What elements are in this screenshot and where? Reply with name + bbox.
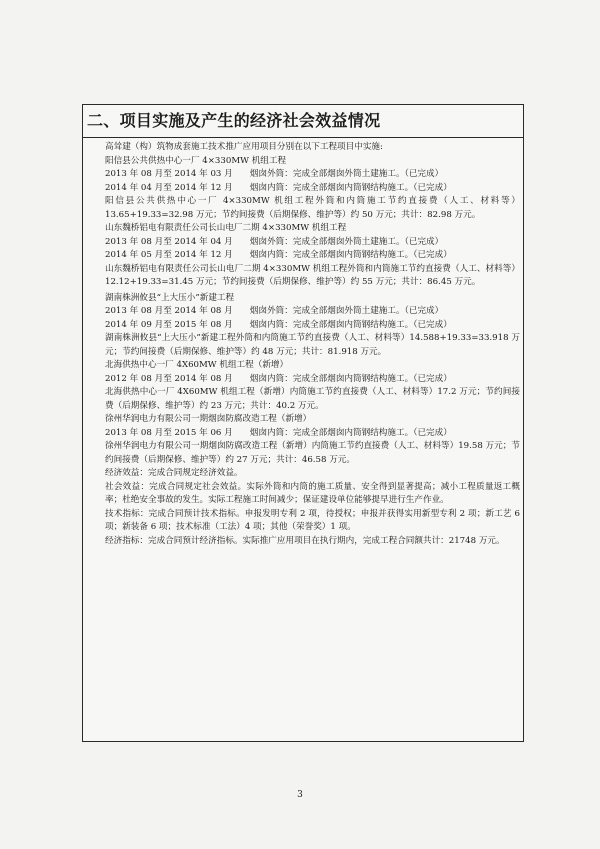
economic-indicators: 经济指标：完成合同预计经济指标。实际推广应用项目在执行期内，完成工程合同额共计：21748 万元。: [105, 535, 505, 546]
savings-paragraph: 北海供热中心一厂 4X60MW 机组工程（新增）内筒施工节约直接费（人工、材料等）17.2 万元；节约间接费（后期保修、维护等）约 23 万元；共计：40.2 万元。: [105, 387, 520, 411]
savings-paragraph: 徐州华润电力有限公司一期烟囱防腐改造工程（新增）内筒施工节约直接费（人工、材料等）19.58 万元；节约间接费（后期保修、维护等）约 27 万元；共计：46.58 万元。: [105, 441, 520, 465]
savings-paragraph: 湖南株洲攸县“上大压小”新建工程外筒和内筒施工节约直接费（人工、材料等）14.588+19.33=33.918 万元；节约间接费（后期保修、维护等）约 48 万元；共计：81.918 万元。: [105, 333, 520, 357]
savings-paragraph: 山东魏桥铝电有限责任公司长山电厂二期 4×330MW 机组工程外筒和内筒施工节约直接费（人工、材料等）12.12+19.33=31.45 万元；节约间接费（后期保修、维护等）约 55 万元；共计：86.45 万元。: [105, 263, 520, 287]
schedule-line: 2012 年 08 月至 2014 年 08 月 烟囱内筒：完成全部烟囱内筒钢结构施工。（已完成）: [105, 373, 452, 384]
economic-benefit: 经济效益：完成合同规定经济效益。: [105, 468, 243, 478]
schedule-line: 2013 年 08 月至 2014 年 03 月 烟囱外筒：完成全部烟囱外筒土建施工。（已完成）: [105, 169, 444, 179]
intro-line: 高耸建（构）筑物成套施工技术推广应用项目分别在以下工程项目中实施:: [105, 142, 383, 152]
schedule-line: 2014 年 05 月至 2014 年 12 月 烟囱内筒：完成全部烟囱内筒钢结构施工。（已完成）: [105, 250, 452, 260]
project-title: 山东魏桥铝电有限责任公司长山电厂二期 4×330MW 机组工程: [105, 223, 347, 233]
project-title: 徐州华润电力有限公司一期烟囱防腐改造工程（新增）: [105, 414, 312, 424]
page-number: 3: [297, 790, 303, 800]
technical-indicators: 技术指标：完成合同预计技术指标。申报发明专利 2 项，待授权；申报并获得实用新型专利 2 项；新工艺 6 项；新装备 6 项；技术标准（工法）4 项；其他（荣誉奖）1 项。: [105, 508, 520, 532]
project-title: 阳信县公共供热中心一厂 4×330MW 机组工程: [105, 155, 287, 166]
schedule-line: 2014 年 04 月至 2014 年 12 月 烟囱内筒：完成全部烟囱内筒钢结构施工。（已完成）: [105, 182, 452, 193]
section-content: [83, 138, 523, 548]
savings-paragraph: 阳信县公共供热中心一厂 4×330MW 机组工程外筒和内筒施工节约直接费（人工、材料等）13.65+19.33=32.98 万元；节约间接费（后期保修、维护等）约 50 万元；共计：82.98 万元。: [105, 196, 520, 220]
project-title: 北海供热中心一厂 4X60MW 机组工程（新增）: [105, 360, 289, 370]
project-title: 湖南株洲攸县“上大压小”新建工程: [105, 292, 235, 303]
social-benefit: 社会效益：完成合同规定社会效益。实际外筒和内筒的施工质量、安全得到显著提高；减小工程质量返工概率；杜绝安全事故的发生。实际工程施工时间减少；保证建设单位能够提早进行生产作业。: [105, 481, 520, 505]
report-frame: [82, 104, 524, 742]
schedule-line: 2014 年 09 月至 2015 年 08 月 烟囱内筒：完成全部烟囱内筒钢结构施工。（已完成）: [105, 319, 452, 330]
schedule-line: 2013 年 08 月至 2014 年 08 月 烟囱外筒：完成全部烟囱外筒土建施工。（已完成）: [105, 306, 444, 316]
schedule-line: 2013 年 08 月至 2014 年 04 月 烟囱外筒：完成全部烟囱外筒土建施工。（已完成）: [105, 236, 444, 247]
section-heading: 二、项目实施及产生的经济社会效益情况: [83, 105, 523, 138]
schedule-line: 2013 年 08 月至 2015 年 06 月 烟囱内筒：完成全部烟囱内筒钢结构施工。（已完成）: [105, 427, 452, 438]
